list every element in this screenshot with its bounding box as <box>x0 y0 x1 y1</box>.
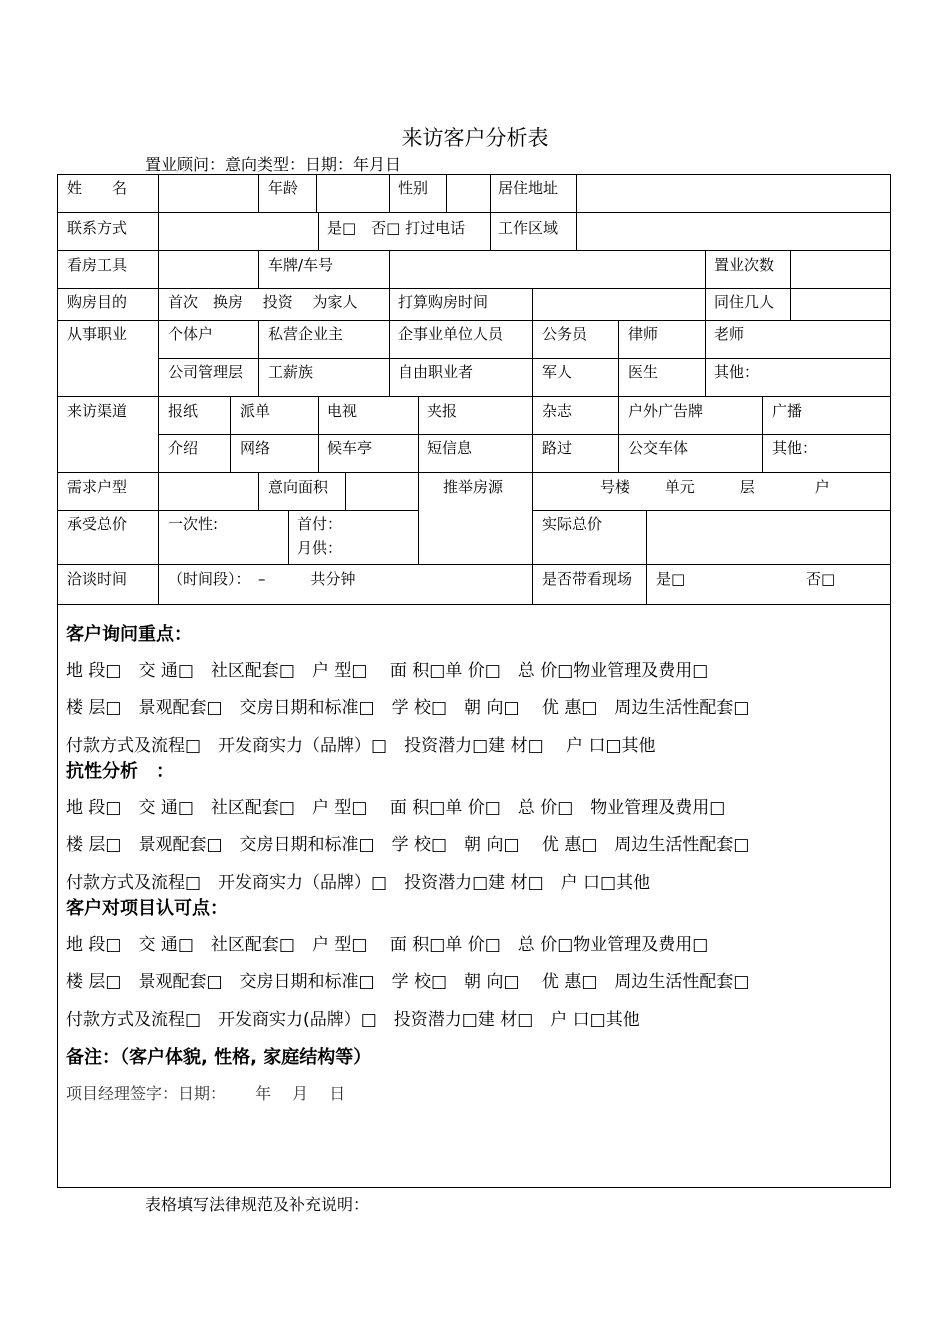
col-divider <box>790 250 791 288</box>
label-down-payment: 首付： <box>297 515 343 533</box>
col-divider <box>618 396 619 472</box>
col-divider <box>389 288 390 320</box>
channel-other[interactable]: 其他： <box>772 439 818 457</box>
label-address: 居住地址 <box>498 179 559 197</box>
channel-option[interactable]: 短信息 <box>427 439 473 457</box>
col-divider <box>446 174 447 212</box>
channel-option[interactable]: 派单 <box>240 402 271 420</box>
footer-note: 表格填写法律规范及补充说明： <box>145 1195 370 1214</box>
occupation-option[interactable]: 工薪族 <box>268 363 314 381</box>
section-heading-inquiry: 客户询问重点： <box>66 624 192 645</box>
row-divider <box>158 434 891 435</box>
label-site-visit: 是否带看现场 <box>542 570 633 588</box>
occupation-option[interactable]: 自由职业者 <box>398 363 474 381</box>
talk-time-value: （时间段）： – 共分钟 <box>168 570 356 588</box>
approval-options-row[interactable]: 楼 层□ 景观配套□ 交房日期和标准□ 学 校□ 朝 向□ 优 惠□ 周边生活性配套□ <box>66 972 750 992</box>
occupation-option[interactable]: 医生 <box>628 363 659 381</box>
col-divider <box>258 174 259 212</box>
form-meta-line: 置业顾问：意向类型：日期：年月日 <box>145 155 402 174</box>
col-divider <box>389 174 390 212</box>
label-work-area: 工作区域 <box>498 219 559 237</box>
row-divider <box>532 510 891 511</box>
col-divider <box>532 472 533 604</box>
label-contact: 联系方式 <box>67 219 128 237</box>
channel-option[interactable]: 广播 <box>772 402 803 420</box>
label-channel: 来访渠道 <box>67 402 128 420</box>
label-actual-price: 实际总价 <box>542 515 603 533</box>
col-divider <box>490 174 491 250</box>
channel-option[interactable]: 杂志 <box>542 402 573 420</box>
label-purpose: 购房目的 <box>67 293 128 311</box>
channel-option[interactable]: 夹报 <box>427 402 458 420</box>
label-layout: 需求户型 <box>67 478 128 496</box>
col-divider <box>230 396 231 472</box>
channel-option[interactable]: 网络 <box>240 439 271 457</box>
page-title: 来访客户分析表 <box>401 126 549 150</box>
remark-heading: 备注：（客户体貌, 性格, 家庭结构等） <box>66 1047 372 1068</box>
col-divider <box>288 510 289 564</box>
col-divider <box>418 472 419 564</box>
approval-options-row[interactable]: 付款方式及流程□ 开发商实力(品牌）□ 投资潜力□建 材□ 户 口□其他 <box>66 1010 640 1030</box>
label-talk-time: 洽谈时间 <box>67 570 128 588</box>
label-gender: 性别 <box>398 179 429 197</box>
label-budget: 承受总价 <box>67 515 128 533</box>
occupation-option[interactable]: 律师 <box>628 325 659 343</box>
site-visit-no[interactable]: 否□ <box>806 570 836 588</box>
col-divider <box>158 174 159 604</box>
col-divider <box>532 320 533 396</box>
occupation-option[interactable]: 军人 <box>542 363 573 381</box>
row-divider <box>57 604 891 605</box>
purpose-options[interactable]: 首次 换房 投资 为家人 <box>168 293 358 311</box>
unit-number-fields: 号楼 单元 层 户 <box>600 478 830 496</box>
col-divider <box>258 250 259 288</box>
label-transport: 看房工具 <box>67 256 128 274</box>
col-divider <box>389 320 390 396</box>
section-heading-resistance: 抗性分析 ： <box>66 761 174 782</box>
col-divider <box>762 396 763 472</box>
channel-option[interactable]: 电视 <box>327 402 358 420</box>
row-divider <box>57 564 891 565</box>
resistance-options-row[interactable]: 楼 层□ 景观配套□ 交房日期和标准□ 学 校□ 朝 向□ 优 惠□ 周边生活性配套□ <box>66 835 750 855</box>
channel-option[interactable]: 介绍 <box>168 439 199 457</box>
col-divider <box>318 396 319 472</box>
channel-option[interactable]: 公交车体 <box>628 439 689 457</box>
row-divider <box>57 320 891 321</box>
inquiry-options-row[interactable]: 付款方式及流程□ 开发商实力（品牌）□ 投资潜力□建 材□ 户 口□其他 <box>66 736 656 756</box>
row-divider <box>57 510 418 511</box>
col-divider <box>532 288 533 320</box>
approval-options-row[interactable]: 地 段□ 交 通□ 社区配套□ 户 型□ 面 积□单 价□ 总 价□物业管理及费用□ <box>66 935 709 955</box>
manager-signature-line: 项目经理签字：日期： 年 月 日 <box>66 1084 346 1103</box>
called-checkbox-group[interactable]: 是□ 否□ 打过电话 <box>327 219 466 237</box>
channel-option[interactable]: 候车亭 <box>327 439 373 457</box>
col-divider <box>389 250 390 288</box>
row-divider <box>57 250 891 251</box>
channel-option[interactable]: 报纸 <box>168 402 199 420</box>
occupation-option[interactable]: 企事业单位人员 <box>398 325 504 343</box>
label-occupation: 从事职业 <box>67 325 128 343</box>
col-divider <box>532 396 533 472</box>
resistance-options-row[interactable]: 付款方式及流程□ 开发商实力（品牌）□ 投资潜力□建 材□ 户 口□其他 <box>66 873 651 893</box>
occupation-option[interactable]: 个体户 <box>168 325 214 343</box>
row-divider <box>158 358 891 359</box>
col-divider <box>316 174 317 212</box>
label-plate: 车牌/车号 <box>268 256 334 274</box>
site-visit-yes[interactable]: 是□ <box>656 570 686 588</box>
inquiry-options-row[interactable]: 地 段□ 交 通□ 社区配套□ 户 型□ 面 积□单 价□ 总 价□物业管理及费用□ <box>66 661 709 681</box>
occupation-option[interactable]: 公司管理层 <box>168 363 244 381</box>
occupation-option[interactable]: 公务员 <box>542 325 588 343</box>
col-divider <box>790 288 791 320</box>
occupation-option[interactable]: 私营企业主 <box>268 325 344 343</box>
section-heading-approval: 客户对项目认可点： <box>66 898 228 919</box>
inquiry-options-row[interactable]: 楼 层□ 景观配套□ 交房日期和标准□ 学 校□ 朝 向□ 优 惠□ 周边生活性配套□ <box>66 698 750 718</box>
channel-option[interactable]: 路过 <box>542 439 573 457</box>
label-purchase-times: 置业次数 <box>714 256 775 274</box>
col-divider <box>618 320 619 396</box>
label-age: 年龄 <box>268 179 299 197</box>
col-divider <box>418 396 419 472</box>
row-divider <box>57 288 891 289</box>
label-plan-time: 打算购房时间 <box>398 293 489 311</box>
row-divider <box>57 212 891 213</box>
col-divider <box>345 472 346 510</box>
occupation-option[interactable]: 老师 <box>714 325 745 343</box>
label-area: 意向面积 <box>268 478 329 496</box>
label-monthly: 月供： <box>297 539 343 557</box>
label-lump-sum: 一次性: <box>168 515 219 533</box>
label-cohabitants: 同住几人 <box>714 293 775 311</box>
channel-option[interactable]: 户外广告牌 <box>628 402 704 420</box>
col-divider <box>258 472 259 510</box>
col-divider <box>705 250 706 288</box>
col-divider <box>318 212 319 250</box>
row-divider <box>57 396 891 397</box>
col-divider <box>646 510 647 604</box>
label-recommend: 推举房源 <box>443 478 504 496</box>
row-divider <box>57 472 891 473</box>
label-name: 姓 名 <box>67 179 128 197</box>
resistance-options-row[interactable]: 地 段□ 交 通□ 社区配套□ 户 型□ 面 积□单 价□ 总 价□ 物业管理及费用□ <box>66 798 726 818</box>
occupation-other[interactable]: 其他： <box>714 363 760 381</box>
col-divider <box>705 320 706 396</box>
col-divider <box>576 174 577 250</box>
col-divider <box>258 320 259 396</box>
col-divider <box>705 288 706 320</box>
